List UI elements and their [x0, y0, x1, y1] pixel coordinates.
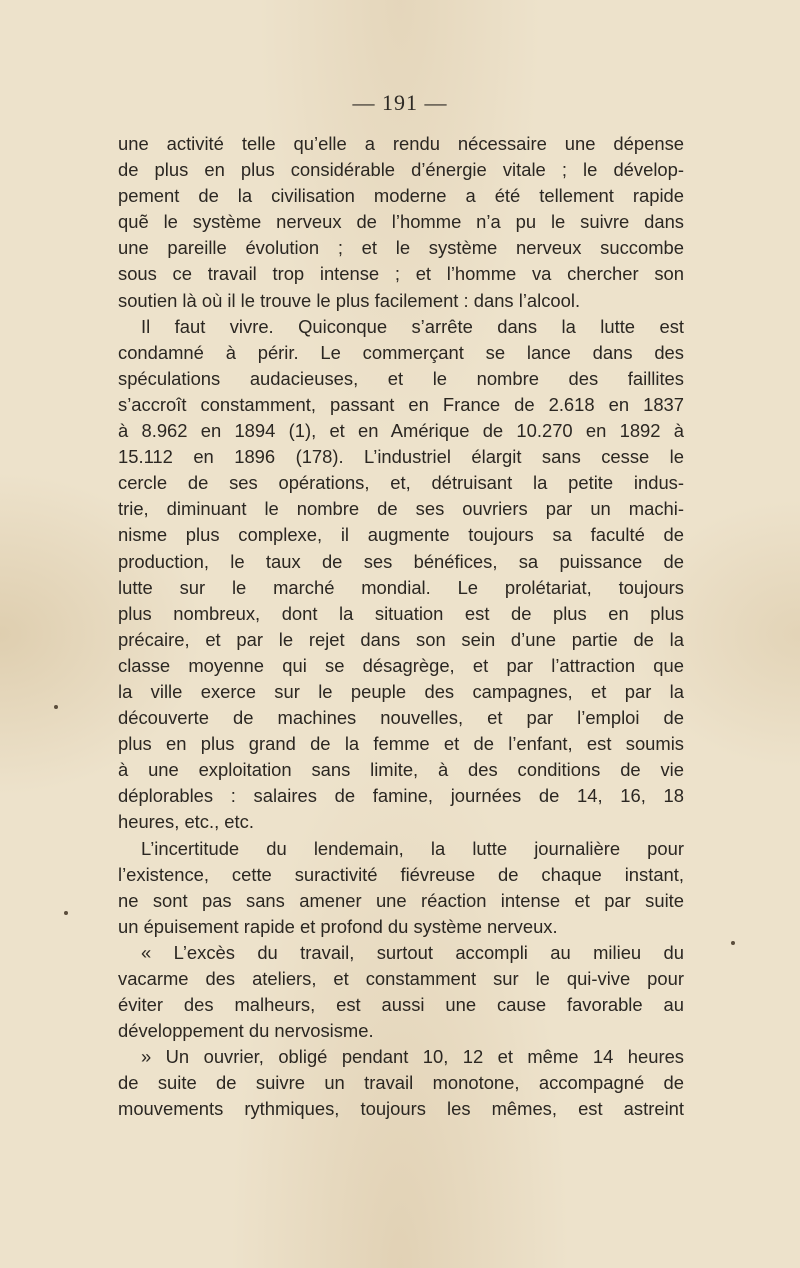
text-line: éviter des malheurs, est aussi une cause favorable au	[118, 994, 684, 1016]
text-line: L’incertitude du lendemain, la lutte journalière pour	[141, 837, 684, 859]
text-line: découverte de machines nouvelles, et par l’emploi de	[118, 707, 684, 729]
text-line: plus en plus grand de la femme et de l’enfant, est soumis	[118, 733, 684, 755]
body-text	[118, 131, 684, 1123]
text-line: production, le taux de ses bénéfices, sa puissance de	[118, 550, 684, 572]
text-line: classe moyenne qui se désagrège, et par l’attraction que	[118, 654, 684, 676]
text-line: spéculations audacieuses, et le nombre des faillites	[118, 367, 684, 389]
text-line: développement du nervosisme.	[118, 1020, 374, 1042]
text-line: de suite de suivre un travail monotone, accompagné de	[118, 1072, 684, 1094]
text-line: cercle de ses opérations, et, détruisant la petite indus-	[118, 472, 684, 494]
text-line: ne sont pas sans amener une réaction intense et par suite	[118, 889, 684, 911]
text-line: s’accroît constamment, passant en France de 2.618 en 1837	[118, 393, 684, 415]
text-line: une activité telle qu’elle a rendu nécessaire une dépense	[118, 133, 684, 154]
text-line: soutien là où il le trouve le plus facilement : dans l’alcool.	[118, 289, 581, 311]
text-line: plus nombreux, dont la situation est de plus en plus	[118, 602, 684, 624]
text-line: mouvements rythmiques, toujours les mêmes, est astreint	[118, 1098, 684, 1120]
paper-speck	[64, 911, 68, 915]
text-line: Il faut vivre. Quiconque s’arrête dans la lutte est	[141, 315, 684, 337]
text-line: à une exploitation sans limite, à des conditions de vie	[118, 759, 684, 781]
text-line: heures, etc., etc.	[118, 811, 254, 833]
page-number: — 191 —	[352, 90, 448, 115]
text-line: à 8.962 en 1894 (1), et en Amérique de 10.270 en 1892 à	[118, 420, 684, 442]
text-line: la ville exerce sur le peuple des campagnes, et par la	[118, 680, 684, 702]
text-line: trie, diminuant le nombre de ses ouvriers par un machi-	[118, 498, 684, 520]
text-line: « L’excès du travail, surtout accompli au milieu du	[141, 941, 684, 963]
text-line: précaire, et par le rejet dans son sein d’une partie de la	[118, 628, 684, 650]
text-line: de plus en plus considérable d’énergie vitale ; le dévelop-	[118, 159, 684, 181]
paper-speck	[731, 941, 735, 945]
text-line: nisme plus complexe, il augmente toujours sa faculté de	[118, 524, 684, 546]
text-line: une pareille évolution ; et le système nerveux succombe	[118, 237, 684, 259]
text-line: l’existence, cette suractivité fiévreuse de chaque instant,	[118, 863, 684, 885]
text-line: déplorables : salaires de famine, journées de 14, 16, 18	[118, 785, 684, 807]
text-line: 15.112 en 1896 (178). L’industriel élargit sans cesse le	[118, 446, 684, 468]
text-line: » Un ouvrier, obligé pendant 10, 12 et même 14 heures	[141, 1046, 684, 1068]
text-line: condamné à périr. Le commerçant se lance dans des	[118, 341, 684, 363]
text-line: quẽ le système nerveux de l’homme n’a pu le suivre dans	[118, 211, 684, 233]
text-line: un épuisement rapide et profond du système nerveux.	[118, 915, 558, 937]
text-line: pement de la civilisation moderne a été tellement rapide	[118, 185, 684, 207]
text-line: vacarme des ateliers, et constamment sur le qui-vive pour	[118, 968, 684, 989]
text-line: sous ce travail trop intense ; et l’homme va chercher son	[118, 263, 684, 285]
text-line: lutte sur le marché mondial. Le prolétariat, toujours	[118, 576, 684, 598]
paper-speck	[54, 705, 58, 709]
